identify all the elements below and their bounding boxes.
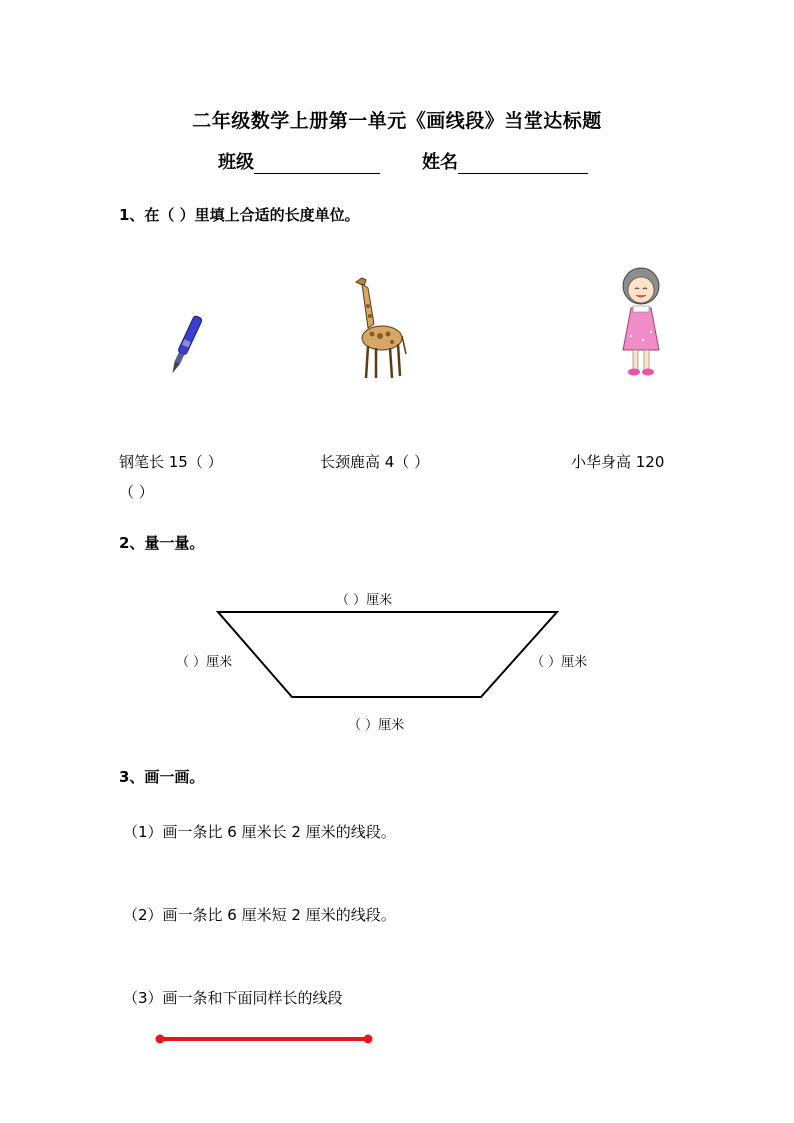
giraffe-height-text: 长颈鹿高 4（ ）: [320, 453, 430, 471]
q3-item-1: （1）画一条比 6 厘米长 2 厘米的线段。: [123, 823, 396, 841]
q3-item-3: （3）画一条和下面同样长的线段: [123, 989, 343, 1007]
pen-length-text: 钢笔长 15（ ）: [119, 453, 223, 471]
segment-endpoint-end: [364, 1035, 373, 1044]
name-label: 姓名: [422, 152, 458, 173]
segment-endpoint-start: [156, 1035, 165, 1044]
girl-height-text: 小华身高 120: [571, 453, 665, 471]
q3-item-2: （2）画一条比 6 厘米短 2 厘米的线段。: [123, 906, 396, 924]
q1-heading: 1、在（ ）里填上合适的长度单位。: [119, 206, 360, 224]
right-side-label: （ ）厘米: [531, 655, 588, 670]
q2-heading: 2、量一量。: [119, 534, 205, 552]
left-side-label: （ ）厘米: [176, 655, 233, 670]
bottom-side-label: （ ）厘米: [348, 718, 405, 733]
q3-heading: 3、画一画。: [119, 768, 205, 786]
page-title: 二年级数学上册第一单元《画线段》当堂达标题: [192, 110, 602, 132]
reference-segment: [150, 1030, 380, 1048]
class-label: 班级: [218, 152, 254, 173]
top-side-label: （ ）厘米: [336, 593, 393, 608]
girl-height-blank[interactable]: （ ）: [119, 483, 154, 501]
